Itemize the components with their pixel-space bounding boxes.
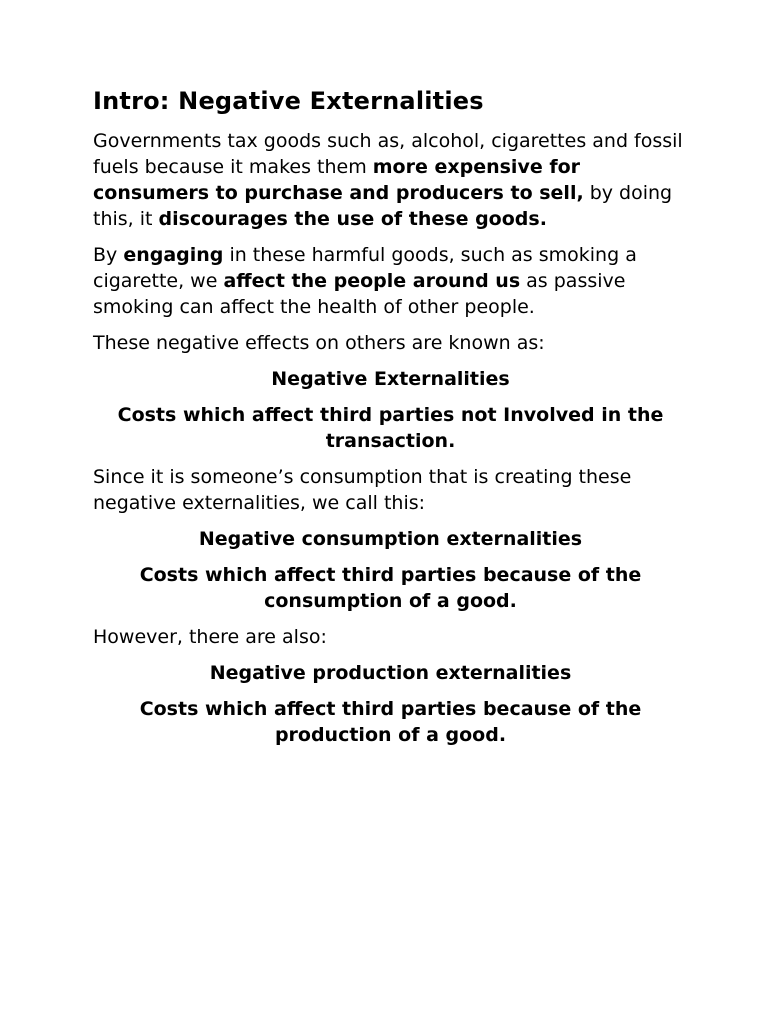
paragraph-also: However, there are also: — [93, 626, 327, 648]
heading-consumption-externalities: Negative consumption externalities — [198, 528, 583, 550]
paragraph-text: Governments tax goods such as, alcohol, cigarettes and fossil fuels because it makes them — [93, 130, 683, 178]
paragraph-taxation — [93, 128, 688, 232]
paragraph-text: as passive smoking can affect the health of other people. — [93, 270, 626, 318]
heading-production-externalities: Negative production externalities — [209, 662, 572, 684]
emphasis-text: engaging — [123, 244, 224, 266]
paragraph-text: in these harmful goods, such as smoking a cigarette, we — [93, 244, 637, 292]
paragraph-consumption-intro: Since it is someone’s consumption that is creating these negative externalities, we call this: — [93, 466, 632, 514]
heading-negative-externalities: Negative Externalities — [271, 368, 510, 390]
definition-production-externalities: Costs which affect third parties because of the production of a good. — [139, 698, 642, 746]
emphasis-text: discourages the use of these goods. — [158, 208, 547, 230]
paragraph-known-as: These negative effects on others are known as: — [93, 332, 545, 354]
definition-negative-externalities: Costs which affect third parties not Involved in the transaction. — [117, 404, 664, 452]
paragraph-engaging — [93, 242, 688, 320]
paragraph-text: By — [93, 244, 124, 266]
emphasis-text: more expensive for consumers to purchase and producers to sell, — [93, 156, 584, 204]
paragraph-text: by doing this, it — [93, 182, 673, 230]
emphasis-text: affect the people around us — [223, 270, 521, 292]
definition-consumption-externalities: Costs which affect third parties because of the consumption of a good. — [139, 564, 642, 612]
page-title: Intro: Negative Externalities — [93, 87, 484, 115]
